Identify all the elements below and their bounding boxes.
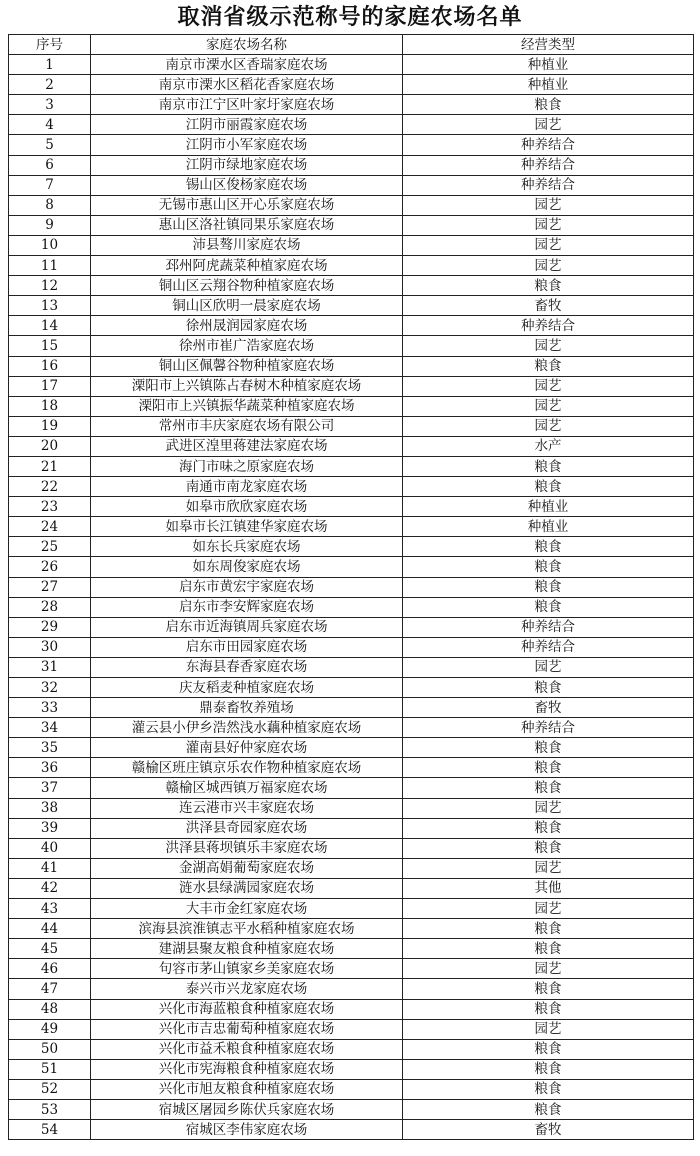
table-row bbox=[9, 135, 694, 155]
farm-name: 鼎泰畜牧养殖场 bbox=[91, 698, 403, 718]
business-type: 园艺 bbox=[403, 336, 694, 356]
table-row bbox=[9, 899, 694, 919]
business-type: 种植业 bbox=[403, 517, 694, 537]
row-number: 50 bbox=[9, 1039, 91, 1059]
row-number: 17 bbox=[9, 376, 91, 396]
table-row bbox=[9, 878, 694, 898]
business-type: 粮食 bbox=[403, 356, 694, 376]
header-no: 序号 bbox=[9, 35, 91, 55]
farm-name: 徐州晟润园家庭农场 bbox=[91, 316, 403, 336]
row-number: 3 bbox=[9, 95, 91, 115]
farm-name: 赣榆区班庄镇京乐农作物种植家庭农场 bbox=[91, 758, 403, 778]
business-type: 畜牧 bbox=[403, 296, 694, 316]
farm-name: 灌南县好仲家庭农场 bbox=[91, 738, 403, 758]
table-row bbox=[9, 1039, 694, 1059]
row-number: 43 bbox=[9, 899, 91, 919]
row-number: 15 bbox=[9, 336, 91, 356]
business-type: 粮食 bbox=[403, 1039, 694, 1059]
business-type: 粮食 bbox=[403, 597, 694, 617]
business-type: 园艺 bbox=[403, 396, 694, 416]
business-type: 水产 bbox=[403, 436, 694, 456]
business-type: 种养结合 bbox=[403, 637, 694, 657]
business-type: 园艺 bbox=[403, 959, 694, 979]
header-name: 家庭农场名称 bbox=[91, 35, 403, 55]
table-row bbox=[9, 497, 694, 517]
table-row bbox=[9, 115, 694, 135]
table-row bbox=[9, 637, 694, 657]
table-row bbox=[9, 1059, 694, 1079]
row-number: 29 bbox=[9, 617, 91, 637]
business-type: 种植业 bbox=[403, 75, 694, 95]
row-number: 25 bbox=[9, 537, 91, 557]
table-row bbox=[9, 979, 694, 999]
row-number: 11 bbox=[9, 256, 91, 276]
table-row bbox=[9, 858, 694, 878]
farm-name: 庆友稻麦种植家庭农场 bbox=[91, 678, 403, 698]
business-type: 种养结合 bbox=[403, 718, 694, 738]
table-row bbox=[9, 376, 694, 396]
table-row bbox=[9, 75, 694, 95]
farm-name: 如皋市欣欣家庭农场 bbox=[91, 497, 403, 517]
farm-name: 海门市味之原家庭农场 bbox=[91, 456, 403, 476]
farm-name: 铜山区欣明一晨家庭农场 bbox=[91, 296, 403, 316]
row-number: 22 bbox=[9, 477, 91, 497]
row-number: 12 bbox=[9, 276, 91, 296]
farm-name: 滨海县滨淮镇志平水稻种植家庭农场 bbox=[91, 919, 403, 939]
business-type: 粮食 bbox=[403, 276, 694, 296]
business-type: 粮食 bbox=[403, 1099, 694, 1119]
table-row bbox=[9, 537, 694, 557]
table-row bbox=[9, 838, 694, 858]
table-row bbox=[9, 477, 694, 497]
business-type: 园艺 bbox=[403, 416, 694, 436]
farm-name: 启东市李安辉家庭农场 bbox=[91, 597, 403, 617]
farm-name: 江阴市小军家庭农场 bbox=[91, 135, 403, 155]
farm-name: 溧阳市上兴镇陈占春树木种植家庭农场 bbox=[91, 376, 403, 396]
farm-name: 灌云县小伊乡浩然浅水藕种植家庭农场 bbox=[91, 718, 403, 738]
farm-name: 洪泽县蒋坝镇乐丰家庭农场 bbox=[91, 838, 403, 858]
farm-name: 大丰市金红家庭农场 bbox=[91, 899, 403, 919]
business-type: 粮食 bbox=[403, 95, 694, 115]
table-row bbox=[9, 175, 694, 195]
table-row bbox=[9, 617, 694, 637]
table-row bbox=[9, 396, 694, 416]
row-number: 24 bbox=[9, 517, 91, 537]
farm-list-table bbox=[8, 34, 694, 1140]
business-type: 种养结合 bbox=[403, 135, 694, 155]
table-row bbox=[9, 959, 694, 979]
farm-name: 兴化市海蓝粮食种植家庭农场 bbox=[91, 999, 403, 1019]
row-number: 39 bbox=[9, 818, 91, 838]
business-type: 畜牧 bbox=[403, 698, 694, 718]
farm-name: 启东市黄宏宇家庭农场 bbox=[91, 577, 403, 597]
table-row bbox=[9, 316, 694, 336]
row-number: 46 bbox=[9, 959, 91, 979]
table-row bbox=[9, 1099, 694, 1119]
row-number: 52 bbox=[9, 1079, 91, 1099]
business-type: 园艺 bbox=[403, 1019, 694, 1039]
farm-name: 徐州市崔广浩家庭农场 bbox=[91, 336, 403, 356]
table-row bbox=[9, 919, 694, 939]
farm-name: 兴化市旭友粮食种植家庭农场 bbox=[91, 1079, 403, 1099]
row-number: 19 bbox=[9, 416, 91, 436]
row-number: 21 bbox=[9, 456, 91, 476]
table-row bbox=[9, 416, 694, 436]
business-type: 粮食 bbox=[403, 537, 694, 557]
business-type: 种植业 bbox=[403, 55, 694, 75]
row-number: 49 bbox=[9, 1019, 91, 1039]
row-number: 9 bbox=[9, 215, 91, 235]
farm-name: 沛县骜川家庭农场 bbox=[91, 235, 403, 255]
table-row bbox=[9, 1079, 694, 1099]
business-type: 粮食 bbox=[403, 577, 694, 597]
farm-name: 邳州阿虎蔬菜种植家庭农场 bbox=[91, 256, 403, 276]
table-row bbox=[9, 557, 694, 577]
farm-name: 兴化市益禾粮食种植家庭农场 bbox=[91, 1039, 403, 1059]
farm-name: 句容市茅山镇家乡美家庭农场 bbox=[91, 959, 403, 979]
farm-name: 东海县春香家庭农场 bbox=[91, 657, 403, 677]
farm-name: 如东周俊家庭农场 bbox=[91, 557, 403, 577]
row-number: 5 bbox=[9, 135, 91, 155]
business-type: 粮食 bbox=[403, 778, 694, 798]
page-title: 取消省级示范称号的家庭农场名单 bbox=[177, 4, 523, 30]
business-type: 种养结合 bbox=[403, 316, 694, 336]
farm-name: 南京市溧水区稻花香家庭农场 bbox=[91, 75, 403, 95]
business-type: 其他 bbox=[403, 878, 694, 898]
business-type: 粮食 bbox=[403, 939, 694, 959]
table-row bbox=[9, 939, 694, 959]
row-number: 7 bbox=[9, 175, 91, 195]
farm-name: 锡山区俊杨家庭农场 bbox=[91, 175, 403, 195]
farm-name: 南通市南龙家庭农场 bbox=[91, 477, 403, 497]
row-number: 32 bbox=[9, 678, 91, 698]
business-type: 园艺 bbox=[403, 376, 694, 396]
farm-name: 常州市丰庆家庭农场有限公司 bbox=[91, 416, 403, 436]
row-number: 33 bbox=[9, 698, 91, 718]
table-row bbox=[9, 456, 694, 476]
table-row bbox=[9, 577, 694, 597]
row-number: 38 bbox=[9, 798, 91, 818]
business-type: 园艺 bbox=[403, 256, 694, 276]
farm-name: 江阴市绿地家庭农场 bbox=[91, 155, 403, 175]
business-type: 粮食 bbox=[403, 1079, 694, 1099]
header-type: 经营类型 bbox=[403, 35, 694, 55]
business-type: 粮食 bbox=[403, 758, 694, 778]
business-type: 粮食 bbox=[403, 979, 694, 999]
row-number: 36 bbox=[9, 758, 91, 778]
farm-name: 连云港市兴丰家庭农场 bbox=[91, 798, 403, 818]
row-number: 37 bbox=[9, 778, 91, 798]
table-row bbox=[9, 356, 694, 376]
farm-name: 如皋市长江镇建华家庭农场 bbox=[91, 517, 403, 537]
row-number: 40 bbox=[9, 838, 91, 858]
row-number: 2 bbox=[9, 75, 91, 95]
row-number: 28 bbox=[9, 597, 91, 617]
row-number: 44 bbox=[9, 919, 91, 939]
table-row bbox=[9, 718, 694, 738]
row-number: 35 bbox=[9, 738, 91, 758]
row-number: 41 bbox=[9, 858, 91, 878]
business-type: 粮食 bbox=[403, 477, 694, 497]
business-type: 园艺 bbox=[403, 899, 694, 919]
row-number: 51 bbox=[9, 1059, 91, 1079]
farm-name: 溧阳市上兴镇振华蔬菜种植家庭农场 bbox=[91, 396, 403, 416]
table-row bbox=[9, 597, 694, 617]
table-body bbox=[9, 55, 694, 1140]
row-number: 20 bbox=[9, 436, 91, 456]
business-type: 园艺 bbox=[403, 858, 694, 878]
row-number: 53 bbox=[9, 1099, 91, 1119]
farm-name: 南京市江宁区叶家圩家庭农场 bbox=[91, 95, 403, 115]
row-number: 14 bbox=[9, 316, 91, 336]
table-header-row bbox=[9, 35, 694, 55]
farm-name: 武进区湟里蒋建法家庭农场 bbox=[91, 436, 403, 456]
farm-name: 铜山区云翔谷物种植家庭农场 bbox=[91, 276, 403, 296]
farm-name: 南京市溧水区香瑞家庭农场 bbox=[91, 55, 403, 75]
business-type: 粮食 bbox=[403, 818, 694, 838]
row-number: 26 bbox=[9, 557, 91, 577]
row-number: 4 bbox=[9, 115, 91, 135]
farm-name: 洪泽县奇园家庭农场 bbox=[91, 818, 403, 838]
table-row bbox=[9, 678, 694, 698]
business-type: 园艺 bbox=[403, 235, 694, 255]
table-row bbox=[9, 798, 694, 818]
business-type: 粮食 bbox=[403, 838, 694, 858]
table-row bbox=[9, 436, 694, 456]
business-type: 种养结合 bbox=[403, 617, 694, 637]
table-row bbox=[9, 758, 694, 778]
farm-name: 铜山区佩馨谷物种植家庭农场 bbox=[91, 356, 403, 376]
row-number: 31 bbox=[9, 657, 91, 677]
business-type: 种植业 bbox=[403, 497, 694, 517]
row-number: 30 bbox=[9, 637, 91, 657]
business-type: 粮食 bbox=[403, 456, 694, 476]
row-number: 1 bbox=[9, 55, 91, 75]
table-row bbox=[9, 155, 694, 175]
business-type: 种养结合 bbox=[403, 155, 694, 175]
business-type: 粮食 bbox=[403, 999, 694, 1019]
row-number: 8 bbox=[9, 195, 91, 215]
farm-name: 兴化市吉忠葡萄种植家庭农场 bbox=[91, 1019, 403, 1039]
business-type: 园艺 bbox=[403, 115, 694, 135]
table-row bbox=[9, 95, 694, 115]
farm-name: 如东长兵家庭农场 bbox=[91, 537, 403, 557]
row-number: 42 bbox=[9, 878, 91, 898]
farm-name: 宿城区屠园乡陈伏兵家庭农场 bbox=[91, 1099, 403, 1119]
farm-name: 金湖高娟葡萄家庭农场 bbox=[91, 858, 403, 878]
table-row bbox=[9, 195, 694, 215]
farm-name: 涟水县绿满园家庭农场 bbox=[91, 878, 403, 898]
business-type: 粮食 bbox=[403, 557, 694, 577]
table-row bbox=[9, 999, 694, 1019]
business-type: 园艺 bbox=[403, 657, 694, 677]
row-number: 23 bbox=[9, 497, 91, 517]
row-number: 47 bbox=[9, 979, 91, 999]
row-number: 10 bbox=[9, 235, 91, 255]
business-type: 粮食 bbox=[403, 1059, 694, 1079]
business-type: 粮食 bbox=[403, 678, 694, 698]
table-row bbox=[9, 738, 694, 758]
table-row bbox=[9, 256, 694, 276]
farm-name: 无锡市惠山区开心乐家庭农场 bbox=[91, 195, 403, 215]
table-row bbox=[9, 336, 694, 356]
row-number: 16 bbox=[9, 356, 91, 376]
farm-name: 江阴市丽霞家庭农场 bbox=[91, 115, 403, 135]
farm-name: 建湖县聚友粮食种植家庭农场 bbox=[91, 939, 403, 959]
business-type: 畜牧 bbox=[403, 1120, 694, 1140]
table-row bbox=[9, 517, 694, 537]
farm-name: 启东市近海镇周兵家庭农场 bbox=[91, 617, 403, 637]
farm-name: 泰兴市兴龙家庭农场 bbox=[91, 979, 403, 999]
table-row bbox=[9, 235, 694, 255]
business-type: 粮食 bbox=[403, 738, 694, 758]
table-row bbox=[9, 778, 694, 798]
business-type: 园艺 bbox=[403, 195, 694, 215]
row-number: 45 bbox=[9, 939, 91, 959]
table-row bbox=[9, 698, 694, 718]
farm-name: 启东市田园家庭农场 bbox=[91, 637, 403, 657]
table-row bbox=[9, 215, 694, 235]
row-number: 27 bbox=[9, 577, 91, 597]
table-row bbox=[9, 657, 694, 677]
farm-name: 兴化市宪海粮食种植家庭农场 bbox=[91, 1059, 403, 1079]
business-type: 种养结合 bbox=[403, 175, 694, 195]
row-number: 6 bbox=[9, 155, 91, 175]
business-type: 园艺 bbox=[403, 798, 694, 818]
table-row bbox=[9, 1019, 694, 1039]
business-type: 园艺 bbox=[403, 215, 694, 235]
row-number: 18 bbox=[9, 396, 91, 416]
farm-name: 惠山区洛社镇同果乐家庭农场 bbox=[91, 215, 403, 235]
table-row bbox=[9, 1120, 694, 1140]
business-type: 粮食 bbox=[403, 919, 694, 939]
table-row bbox=[9, 276, 694, 296]
farm-name: 赣榆区城西镇万福家庭农场 bbox=[91, 778, 403, 798]
row-number: 13 bbox=[9, 296, 91, 316]
table-row bbox=[9, 818, 694, 838]
table-row bbox=[9, 296, 694, 316]
table-row bbox=[9, 55, 694, 75]
row-number: 54 bbox=[9, 1120, 91, 1140]
row-number: 34 bbox=[9, 718, 91, 738]
farm-name: 宿城区李伟家庭农场 bbox=[91, 1120, 403, 1140]
row-number: 48 bbox=[9, 999, 91, 1019]
